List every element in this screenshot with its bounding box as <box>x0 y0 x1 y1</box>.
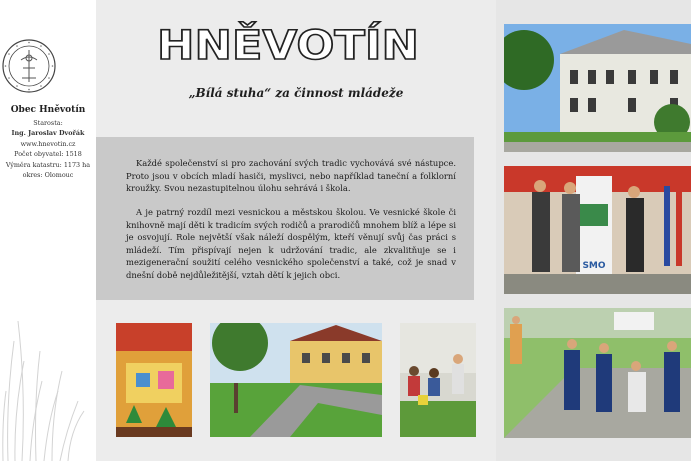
subtitle: „Bílá stuha“ za činnost mládeže <box>188 86 404 100</box>
photo-building <box>504 24 691 152</box>
main-panel <box>96 0 496 461</box>
sidebar <box>0 0 96 461</box>
photo-young-firefighters <box>504 308 691 438</box>
banner-text: SMO <box>582 261 606 271</box>
district: okres: Olomouc <box>22 171 74 179</box>
paragraph-2: A je patrný rozdíl mezi vesnickou a městskou školou. Ve vesnické škole či knihovně mají děti k tradicím svých rodičů a prarodičů mnohem blíž a lépe si je osvojují. Role největší však náleží dospělým, kteří věnují svůj čas práci s mládeží. Tím přispívají nejen k udržování tradic, ale zkvalitňuje se i mezigenerační soužití celého vesnického společenství a také, což je snad v dnešní době nejdůležitější, vztah dětí k jejich obci. <box>126 207 456 280</box>
village-seal-icon <box>1 38 57 94</box>
photo-children-artwork <box>116 323 192 437</box>
grass-decoration <box>0 281 96 461</box>
paragraph-1: Každé společenství si pro zachování svých tradic vychovává své nástupce. Proto jsou v obcích mladí hasiči, myslivci, nebo například taneční a folklorní kroužky. Svou nezastupitelnou úlohu sehrává i škola. <box>126 158 456 194</box>
mayor-label: Starosta: <box>33 119 63 127</box>
cadastral-area: Výměra katastru: 1173 ha <box>5 161 91 169</box>
page-title: HNĚVOTÍN <box>157 23 392 69</box>
text-box <box>96 137 474 300</box>
photo-ceremony <box>504 166 691 294</box>
website: www.hnevotin.cz <box>20 140 76 148</box>
population: Počet obyvatel: 1518 <box>14 150 82 158</box>
mayor-name: Ing. Jaroslav Dvořák <box>11 129 85 137</box>
photo-school-street <box>210 323 382 437</box>
photo-kids-sitting <box>400 323 476 437</box>
village-name: Obec Hněvotín <box>10 105 86 115</box>
page-title-wrapper <box>153 20 423 70</box>
